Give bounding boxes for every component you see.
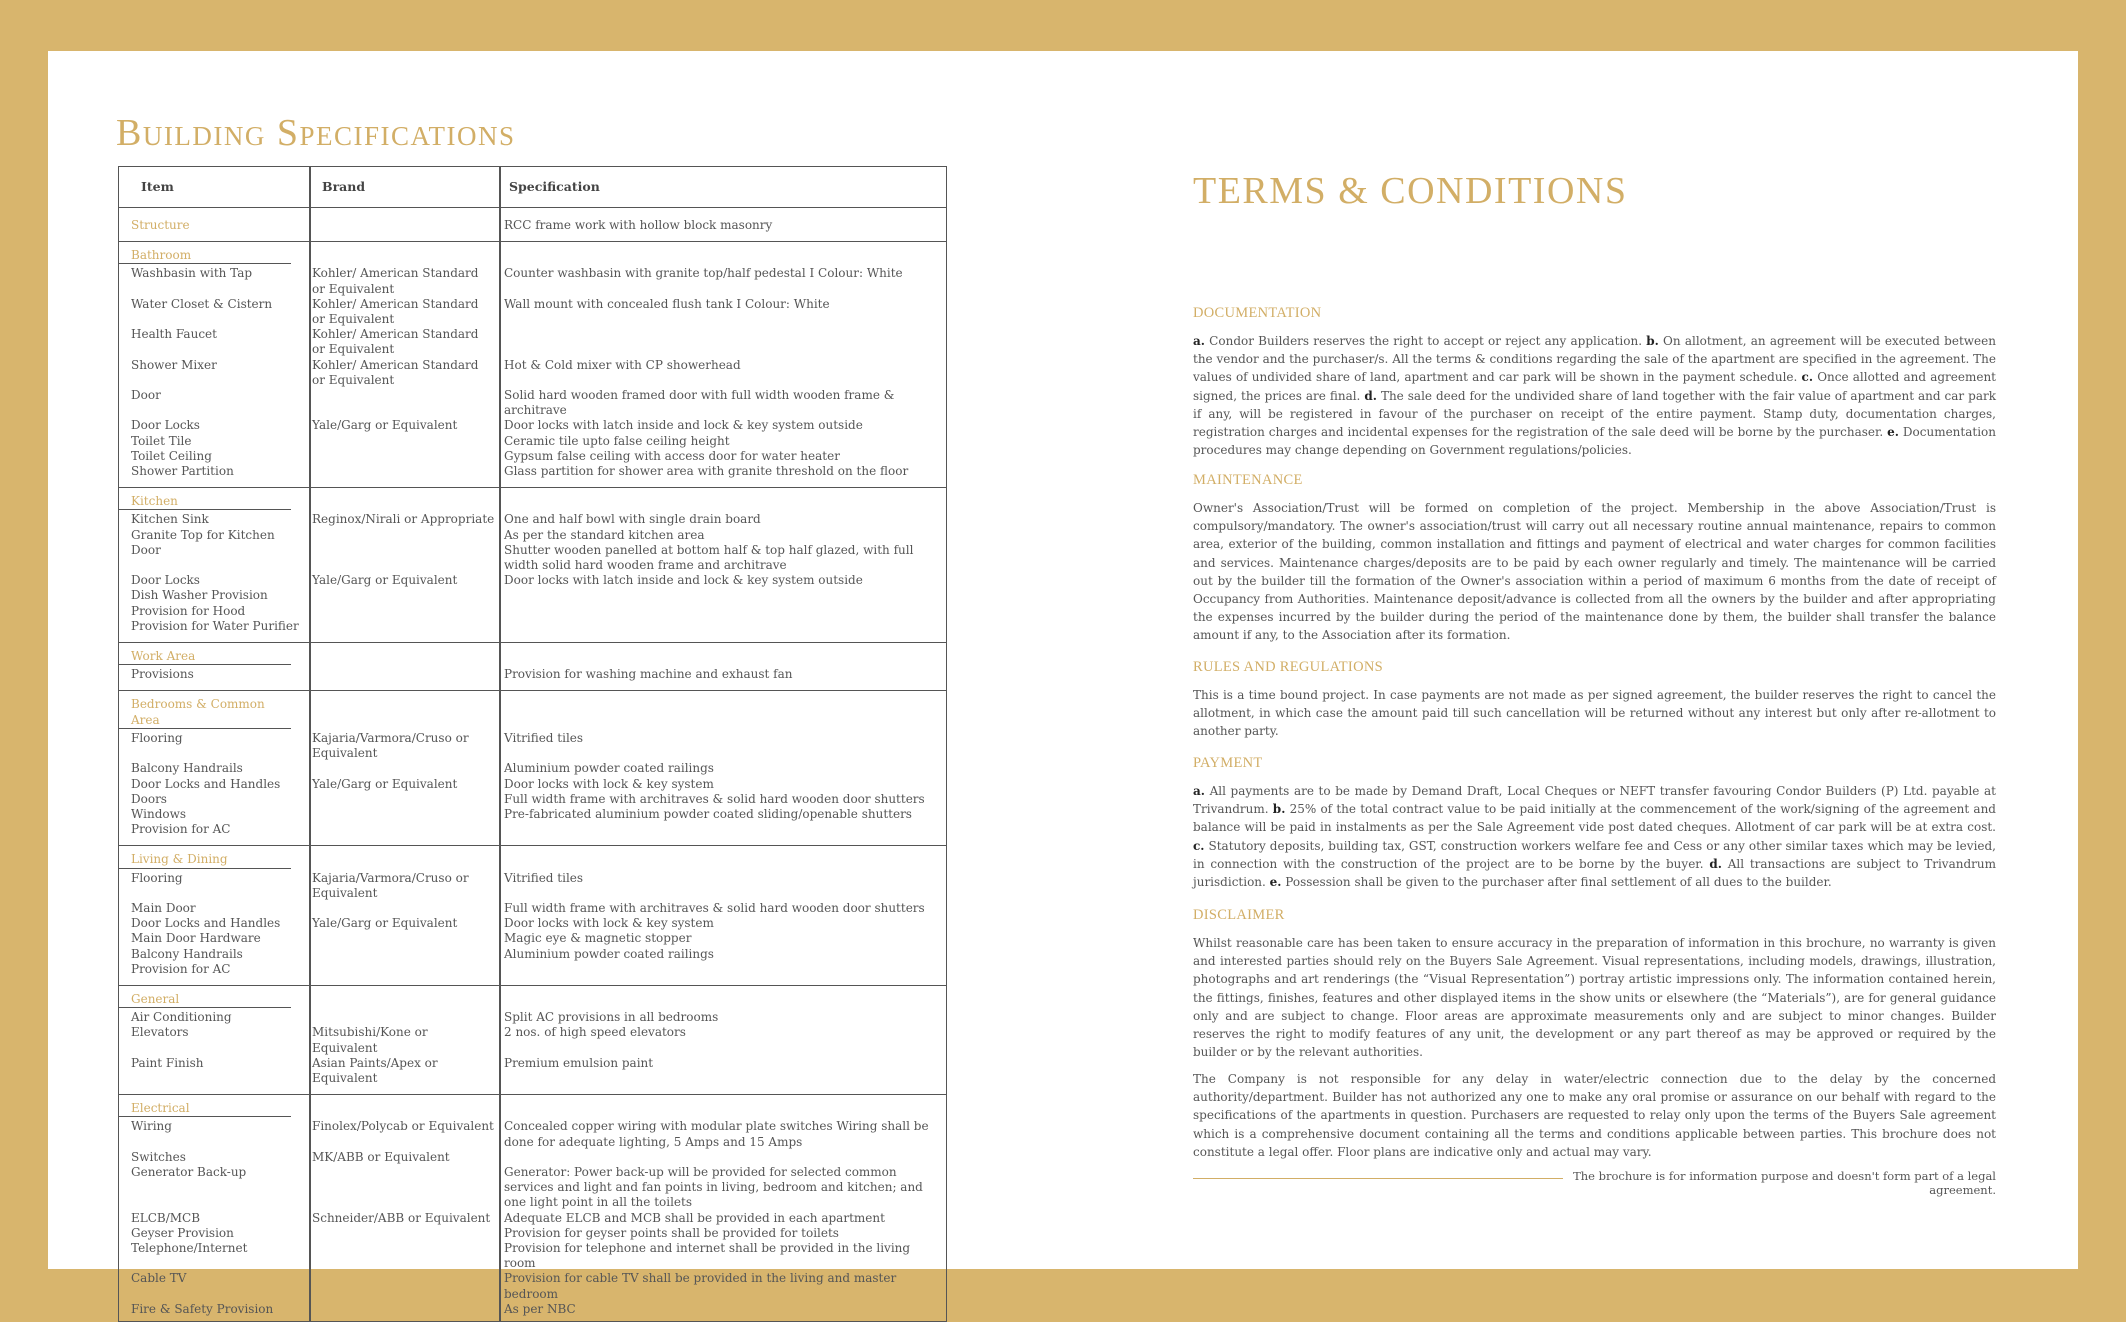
terms-paragraph	[1193, 686, 1996, 741]
terms-paragraph	[1193, 782, 1996, 891]
table-row	[119, 1056, 946, 1086]
table-row	[119, 543, 946, 573]
table-row	[119, 1226, 946, 1241]
cell-item: Kitchen Sink	[131, 512, 209, 527]
column-divider	[499, 167, 501, 1321]
cell-item: Air Conditioning	[131, 1010, 232, 1025]
footer-note: The brochure is for information purpose and doesn't form part of a legal agreement.	[1573, 1169, 1996, 1197]
cell-spec: Solid hard wooden framed door with full width wooden frame & architrave	[504, 388, 895, 418]
terms-heading: DOCUMENTATION	[1193, 305, 1322, 321]
header-specification: Specification	[509, 179, 600, 195]
table-row	[119, 604, 946, 619]
cell-item: Washbasin with Tap	[131, 266, 253, 281]
cell-spec: Provision for geyser points shall be provided for toilets	[504, 1225, 839, 1240]
cell-spec: Full width frame with architraves & solid hard wooden door shutters	[504, 900, 925, 915]
cell-item: Telephone/Internet	[131, 1240, 248, 1255]
cell-spec	[499, 1150, 946, 1165]
cell-spec: RCC frame work with hollow block masonry	[504, 218, 773, 232]
cell-brand	[309, 434, 499, 449]
spec-title: Building Specifications	[116, 112, 516, 154]
cell-spec: Ceramic tile upto false ceiling height	[504, 433, 730, 448]
cell-item: Shower Mixer	[131, 357, 217, 372]
clause-text: Whilst reasonable care has been taken to ensure accuracy in the preparation of information in this brochure, no warranty is given and interested parties should rely on the Buyers Sale Agreement. Visual representations, including models, drawings, illustration, photographs and art renderings (the “Visual Representation”) portray artistic impressions only. The information contained herein, the fittings, finishes, features and other displayed items in the show units or elsewhere (the “Materials”), are for general guidance only and are subject to change. Floor areas are approximate measurements only and are subject to minor changes. Builder reserves the right to modify features of any unit, the development or any part thereof as may be approved or required by the builder or by the relevant authorities.	[1193, 936, 1996, 1060]
cell-item: Cable TV	[131, 1271, 187, 1286]
clause-text: Once allotted and agreement signed, the prices are final.	[1193, 370, 1997, 403]
table-row	[119, 667, 946, 682]
terms-heading: DISCLAIMER	[1193, 907, 1285, 923]
cell-item: Provision for AC	[131, 961, 231, 976]
cell-item: Provision for Water Purifier	[131, 618, 299, 633]
cell-brand	[309, 449, 499, 464]
table-row	[119, 1025, 946, 1055]
spec-section	[119, 690, 946, 841]
spec-section-title: Kitchen	[119, 494, 291, 510]
cell-spec	[499, 822, 946, 837]
cell-spec: Provision for cable TV shall be provided in the living and master bedroom	[504, 1271, 897, 1301]
table-row	[119, 588, 946, 603]
table-row	[119, 822, 946, 837]
cell-item: Provision for AC	[131, 822, 231, 837]
cell-item: Provisions	[131, 667, 194, 682]
table-row	[119, 266, 946, 296]
cell-spec: Door locks with lock & key system	[504, 776, 714, 791]
cell-spec: Wall mount with concealed flush tank I Colour: White	[504, 296, 830, 311]
terms-heading: RULES AND REGULATIONS	[1193, 659, 1383, 675]
spec-section	[119, 487, 946, 638]
clause-marker: a.	[1193, 334, 1205, 348]
cell-item: Doors	[131, 791, 167, 806]
spec-section-title: Bedrooms & Common Area	[119, 697, 291, 728]
table-row	[119, 388, 946, 418]
cell-spec: Adequate ELCB and MCB shall be provided in each apartment	[504, 1210, 885, 1225]
cell-brand	[309, 962, 499, 977]
clause-text: Owner's Association/Trust will be formed on completion of the project. Membership in the above Association/Trust is compulsory/mandatory. The owner's association/trust will carry out all necessary routine annual maintenance, repairs to common area, exterior of the building, common installation and fittings and payment of electrical and water charges for common facilities and services. Maintenance charges/deposits are to be paid by each owner regularly and timely. The maintenance will be carried out by the builder till the formation of the Owner's association within a period of maximum 6 months from the date of receipt of Occupancy from Authorities. Maintenance deposit/advance is collected from all the owners by the builder and after appropriating the expenses incurred by the builder during the period of the maintenance done by them, the builder shall transfer the balance amount if any, to the Association after its formation.	[1193, 501, 1996, 643]
cell-spec	[499, 619, 946, 634]
cell-spec: Glass partition for shower area with granite threshold on the floor	[504, 464, 909, 479]
clause-marker: b.	[1646, 334, 1659, 348]
cell-spec: Door locks with lock & key system	[504, 916, 714, 931]
terms-heading: PAYMENT	[1193, 755, 1263, 771]
table-row	[119, 1271, 946, 1301]
cell-spec: Door locks with latch inside and lock & key system outside	[504, 573, 863, 588]
clause-text: Statutory deposits, building tax, GST, construction workers welfare fee and Cess or any other similar taxes which may be levied, in connection with the construction of the project are to be borne by the buyer.	[1193, 838, 1996, 871]
cell-spec	[499, 962, 946, 977]
spec-section	[119, 208, 946, 237]
footer-divider	[1193, 1178, 1563, 1179]
cell-item: Elevators	[131, 1025, 189, 1040]
spec-section-title: Work Area	[119, 649, 291, 665]
cell-item: Toilet Ceiling	[131, 448, 212, 463]
cell-item: Door Locks	[131, 573, 200, 588]
spec-section	[119, 642, 946, 686]
table-row	[119, 512, 946, 527]
table-row	[119, 1211, 946, 1226]
cell-item: Fire & Safety Provision	[131, 1301, 274, 1316]
terms-heading: MAINTENANCE	[1193, 472, 1303, 488]
cell-item: Door Locks and Handles	[131, 916, 281, 931]
cell-brand	[309, 218, 499, 233]
cell-spec: One and half bowl with single drain board	[504, 512, 761, 527]
cell-item: Geyser Provision	[131, 1225, 234, 1240]
clause-marker: e.	[1269, 875, 1282, 890]
spec-section-title: General	[119, 992, 291, 1008]
cell-brand	[309, 1271, 499, 1301]
table-row	[119, 1302, 946, 1317]
terms-paragraph	[1193, 332, 1996, 459]
table-row	[119, 962, 946, 977]
spec-section-title: Bathroom	[119, 248, 291, 264]
cell-item: Switches	[131, 1149, 186, 1164]
table-row	[119, 916, 946, 931]
table-row	[119, 1150, 946, 1165]
cell-item: Paint Finish	[131, 1055, 204, 1070]
cell-spec: Premium emulsion paint	[504, 1055, 654, 1070]
cell-spec: Provision for washing machine and exhaust fan	[504, 667, 793, 682]
cell-spec: As per NBC	[504, 1301, 576, 1316]
table-row	[119, 1119, 946, 1149]
clause-marker: d.	[1709, 856, 1722, 871]
cell-item: Generator Back-up	[131, 1164, 247, 1179]
cell-item: Health Faucet	[131, 327, 217, 342]
cell-brand	[309, 947, 499, 962]
spec-table	[118, 166, 947, 1322]
table-row	[119, 218, 946, 233]
cell-brand: Yale/Garg or Equivalent	[312, 418, 458, 433]
spec-section	[119, 1094, 946, 1321]
cell-brand	[309, 761, 499, 776]
table-row	[119, 1010, 946, 1025]
cell-item: Flooring	[131, 730, 183, 745]
cell-brand	[309, 1010, 499, 1025]
table-row	[119, 871, 946, 901]
clause-text: This is a time bound project. In case payments are not made as per signed agreement, the builder reserves the right to cancel the allotment, in which case the amount paid till such cancellation will be returned without any interest but only after re-allotment to another party.	[1193, 688, 1996, 739]
terms-paragraph	[1193, 1070, 1996, 1161]
cell-spec: Counter washbasin with granite top/half pedestal I Colour: White	[504, 266, 903, 281]
table-row	[119, 807, 946, 822]
cell-item: Door	[131, 388, 161, 403]
cell-brand: Finolex/Polycab or Equivalent	[312, 1119, 494, 1134]
cell-brand: Yale/Garg or Equivalent	[312, 776, 458, 791]
cell-brand: Yale/Garg or Equivalent	[312, 916, 458, 931]
cell-spec: Aluminium powder coated railings	[504, 761, 714, 776]
cell-spec: Generator: Power back-up will be provided for selected common services and light and fan points in living, bedroom and kitchen; and one light point in all the toilets	[504, 1164, 923, 1210]
cell-spec: Hot & Cold mixer with CP showerhead	[504, 357, 741, 372]
table-row	[119, 731, 946, 761]
cell-brand: Reginox/Nirali or Appropriate	[312, 512, 495, 527]
cell-brand	[309, 388, 499, 418]
clause-text: All payments are to be made by Demand Draft, Local Cheques or NEFT transfer favouring Condor Builders (P) Ltd. payable at Trivandrum.	[1193, 784, 1996, 817]
cell-spec: Gypsum false ceiling with access door for water heater	[504, 448, 840, 463]
cell-item: Flooring	[131, 870, 183, 885]
table-row	[119, 573, 946, 588]
cell-brand	[309, 931, 499, 946]
clause-text: Documentation procedures may change depending on Government regulations/policies.	[1193, 425, 1996, 458]
cell-spec: Shutter wooden panelled at bottom half & top half glazed, with full width solid hard wooden frame and architrave	[504, 542, 914, 573]
table-row	[119, 619, 946, 634]
cell-spec: Vitrified tiles	[504, 870, 584, 885]
cell-item: Toilet Tile	[131, 433, 192, 448]
cell-item: Door	[131, 542, 161, 557]
clause-text: All transactions are subject to Trivandrum jurisdiction.	[1193, 856, 1996, 890]
cell-spec: Full width frame with architraves & solid hard wooden door shutters	[504, 791, 925, 806]
clause-text: Possession shall be given to the purchaser after final settlement of all dues to the builder.	[1281, 875, 1832, 890]
table-row	[119, 418, 946, 433]
table-row	[119, 901, 946, 916]
cell-spec: Aluminium powder coated railings	[504, 946, 714, 961]
cell-brand	[309, 1226, 499, 1241]
cell-brand: Mitsubishi/Kone or Equivalent	[312, 1025, 428, 1055]
cell-brand: Kajaria/Varmora/Cruso or Equivalent	[312, 730, 469, 761]
cell-item: ELCB/MCB	[131, 1210, 201, 1225]
clause-marker: b.	[1272, 802, 1286, 817]
table-row	[119, 761, 946, 776]
cell-spec: Vitrified tiles	[504, 730, 584, 745]
cell-item: Balcony Handrails	[131, 761, 243, 776]
spec-section-title: Electrical	[119, 1101, 291, 1117]
cell-brand	[309, 792, 499, 807]
spec-section-title: Living & Dining	[119, 852, 291, 868]
cell-brand: Asian Paints/Apex or Equivalent	[312, 1055, 438, 1085]
cell-item: Main Door	[131, 900, 196, 915]
cell-spec: Split AC provisions in all bedrooms	[504, 1010, 719, 1025]
spec-table-header	[119, 167, 946, 208]
cell-brand	[309, 464, 499, 479]
table-row	[119, 777, 946, 792]
cell-brand	[309, 1241, 499, 1271]
table-row	[119, 528, 946, 543]
cell-spec: Door locks with latch inside and lock & key system outside	[504, 418, 863, 433]
cell-spec	[499, 604, 946, 619]
clause-text: The Company is not responsible for any delay in water/electric connection due to the delay by the concerned authority/department. Builder has not authorized any one to make any oral promise or assurance on our behalf with regard to the specifications of the apartments in question. Purchasers are requested to relay only upon the terms of the Buyers Sale agreement which is a comprehensive document containing all the terms and conditions applicable between parties. This brochure does not constitute a legal offer. Floor plans are indicative only and actual may vary.	[1193, 1072, 1996, 1159]
terms-title: TERMS & CONDITIONS	[1193, 170, 1628, 212]
cell-brand: Kajaria/Varmora/Cruso or Equivalent	[312, 870, 469, 900]
table-row	[119, 449, 946, 464]
table-row	[119, 327, 946, 357]
header-item: Item	[141, 179, 174, 195]
cell-item: Provision for Hood	[131, 603, 246, 618]
cell-spec	[499, 327, 946, 357]
cell-item: Granite Top for Kitchen	[131, 527, 275, 542]
cell-brand	[309, 1165, 499, 1211]
table-row	[119, 792, 946, 807]
clause-marker: e.	[1887, 425, 1899, 440]
cell-brand: Schneider/ABB or Equivalent	[312, 1210, 491, 1225]
cell-brand	[309, 822, 499, 837]
clause-text: Condor Builders reserves the right to accept or reject any application.	[1204, 334, 1647, 348]
cell-brand	[309, 588, 499, 603]
table-row	[119, 947, 946, 962]
cell-spec: As per the standard kitchen area	[504, 527, 705, 542]
cell-brand: Kohler/ American Standard or Equivalent	[312, 296, 479, 327]
header-brand: Brand	[322, 179, 366, 195]
cell-brand	[309, 543, 499, 573]
cell-item: Main Door Hardware	[131, 931, 261, 946]
spec-section	[119, 241, 946, 483]
cell-brand	[309, 807, 499, 822]
spec-section-title: Structure	[131, 218, 190, 232]
cell-item: Dish Washer Provision	[131, 588, 268, 603]
cell-spec: Magic eye & magnetic stopper	[504, 931, 692, 946]
cell-spec: Concealed copper wiring with modular plate switches Wiring shall be done for adequate lighting, 5 Amps and 15 Amps	[504, 1119, 929, 1149]
cell-spec: Pre-fabricated aluminium powder coated sliding/openable shutters	[504, 806, 912, 821]
cell-item: Door Locks and Handles	[131, 776, 281, 791]
column-divider	[309, 167, 311, 1321]
cell-spec: Provision for telephone and internet shall be provided in the living room	[504, 1240, 911, 1271]
table-row	[119, 434, 946, 449]
cell-brand: Kohler/ American Standard or Equivalent	[312, 357, 479, 387]
cell-item: Door Locks	[131, 418, 200, 433]
cell-item: Windows	[131, 806, 187, 821]
table-row	[119, 1241, 946, 1271]
cell-spec: 2 nos. of high speed elevators	[504, 1025, 686, 1040]
clause-marker: a.	[1193, 784, 1205, 798]
clause-text: The sale deed for the undivided share of land together with the fair value of apartment and car park if any, will be registered in favour of the purchaser on receipt of the entire payment. Stamp duty, documentation charges, registration charges and incidental expenses for the registration of the sale deed will be borne by the purchaser.	[1193, 388, 1996, 440]
clause-marker: d.	[1364, 388, 1377, 403]
spec-section	[119, 845, 946, 981]
table-row	[119, 297, 946, 327]
clause-marker: c.	[1801, 370, 1813, 385]
terms-paragraph	[1193, 934, 1996, 1061]
table-row	[119, 464, 946, 479]
terms-paragraph	[1193, 499, 1996, 645]
cell-item: Wiring	[131, 1119, 172, 1134]
table-row	[119, 1165, 946, 1211]
cell-item: Shower Partition	[131, 464, 234, 479]
cell-brand: Kohler/ American Standard or Equivalent	[312, 327, 479, 357]
clause-text: On allotment, an agreement will be executed between the vendor and the purchaser/s. All the terms & conditions regarding the sale of the apartment are specified in the agreement. The values of undivided share of land, apartment and car park will be shown in the payment schedule.	[1193, 334, 1996, 385]
cell-spec	[499, 588, 946, 603]
cell-brand	[309, 901, 499, 916]
cell-brand	[309, 528, 499, 543]
cell-brand	[309, 604, 499, 619]
brochure-page	[48, 51, 2078, 1316]
clause-text: 25% of the total contract value to be paid initially at the commencement of the work/signing of the agreement and balance will be paid in instalments as per the Sale Agreement vide post dated cheques. Allotment of car park will be at extra cost.	[1193, 802, 1996, 835]
table-row	[119, 358, 946, 388]
clause-marker: c.	[1193, 838, 1205, 853]
cell-brand: MK/ABB or Equivalent	[312, 1149, 450, 1164]
cell-item: Balcony Handrails	[131, 946, 243, 961]
cell-brand: Yale/Garg or Equivalent	[312, 573, 458, 588]
cell-brand: Kohler/ American Standard or Equivalent	[312, 266, 479, 296]
spec-table-body	[119, 208, 946, 1321]
cell-brand	[309, 667, 499, 682]
table-row	[119, 931, 946, 946]
cell-brand	[309, 1302, 499, 1317]
spec-section	[119, 985, 946, 1090]
cell-brand	[309, 619, 499, 634]
cell-item: Water Closet & Cistern	[131, 296, 273, 311]
